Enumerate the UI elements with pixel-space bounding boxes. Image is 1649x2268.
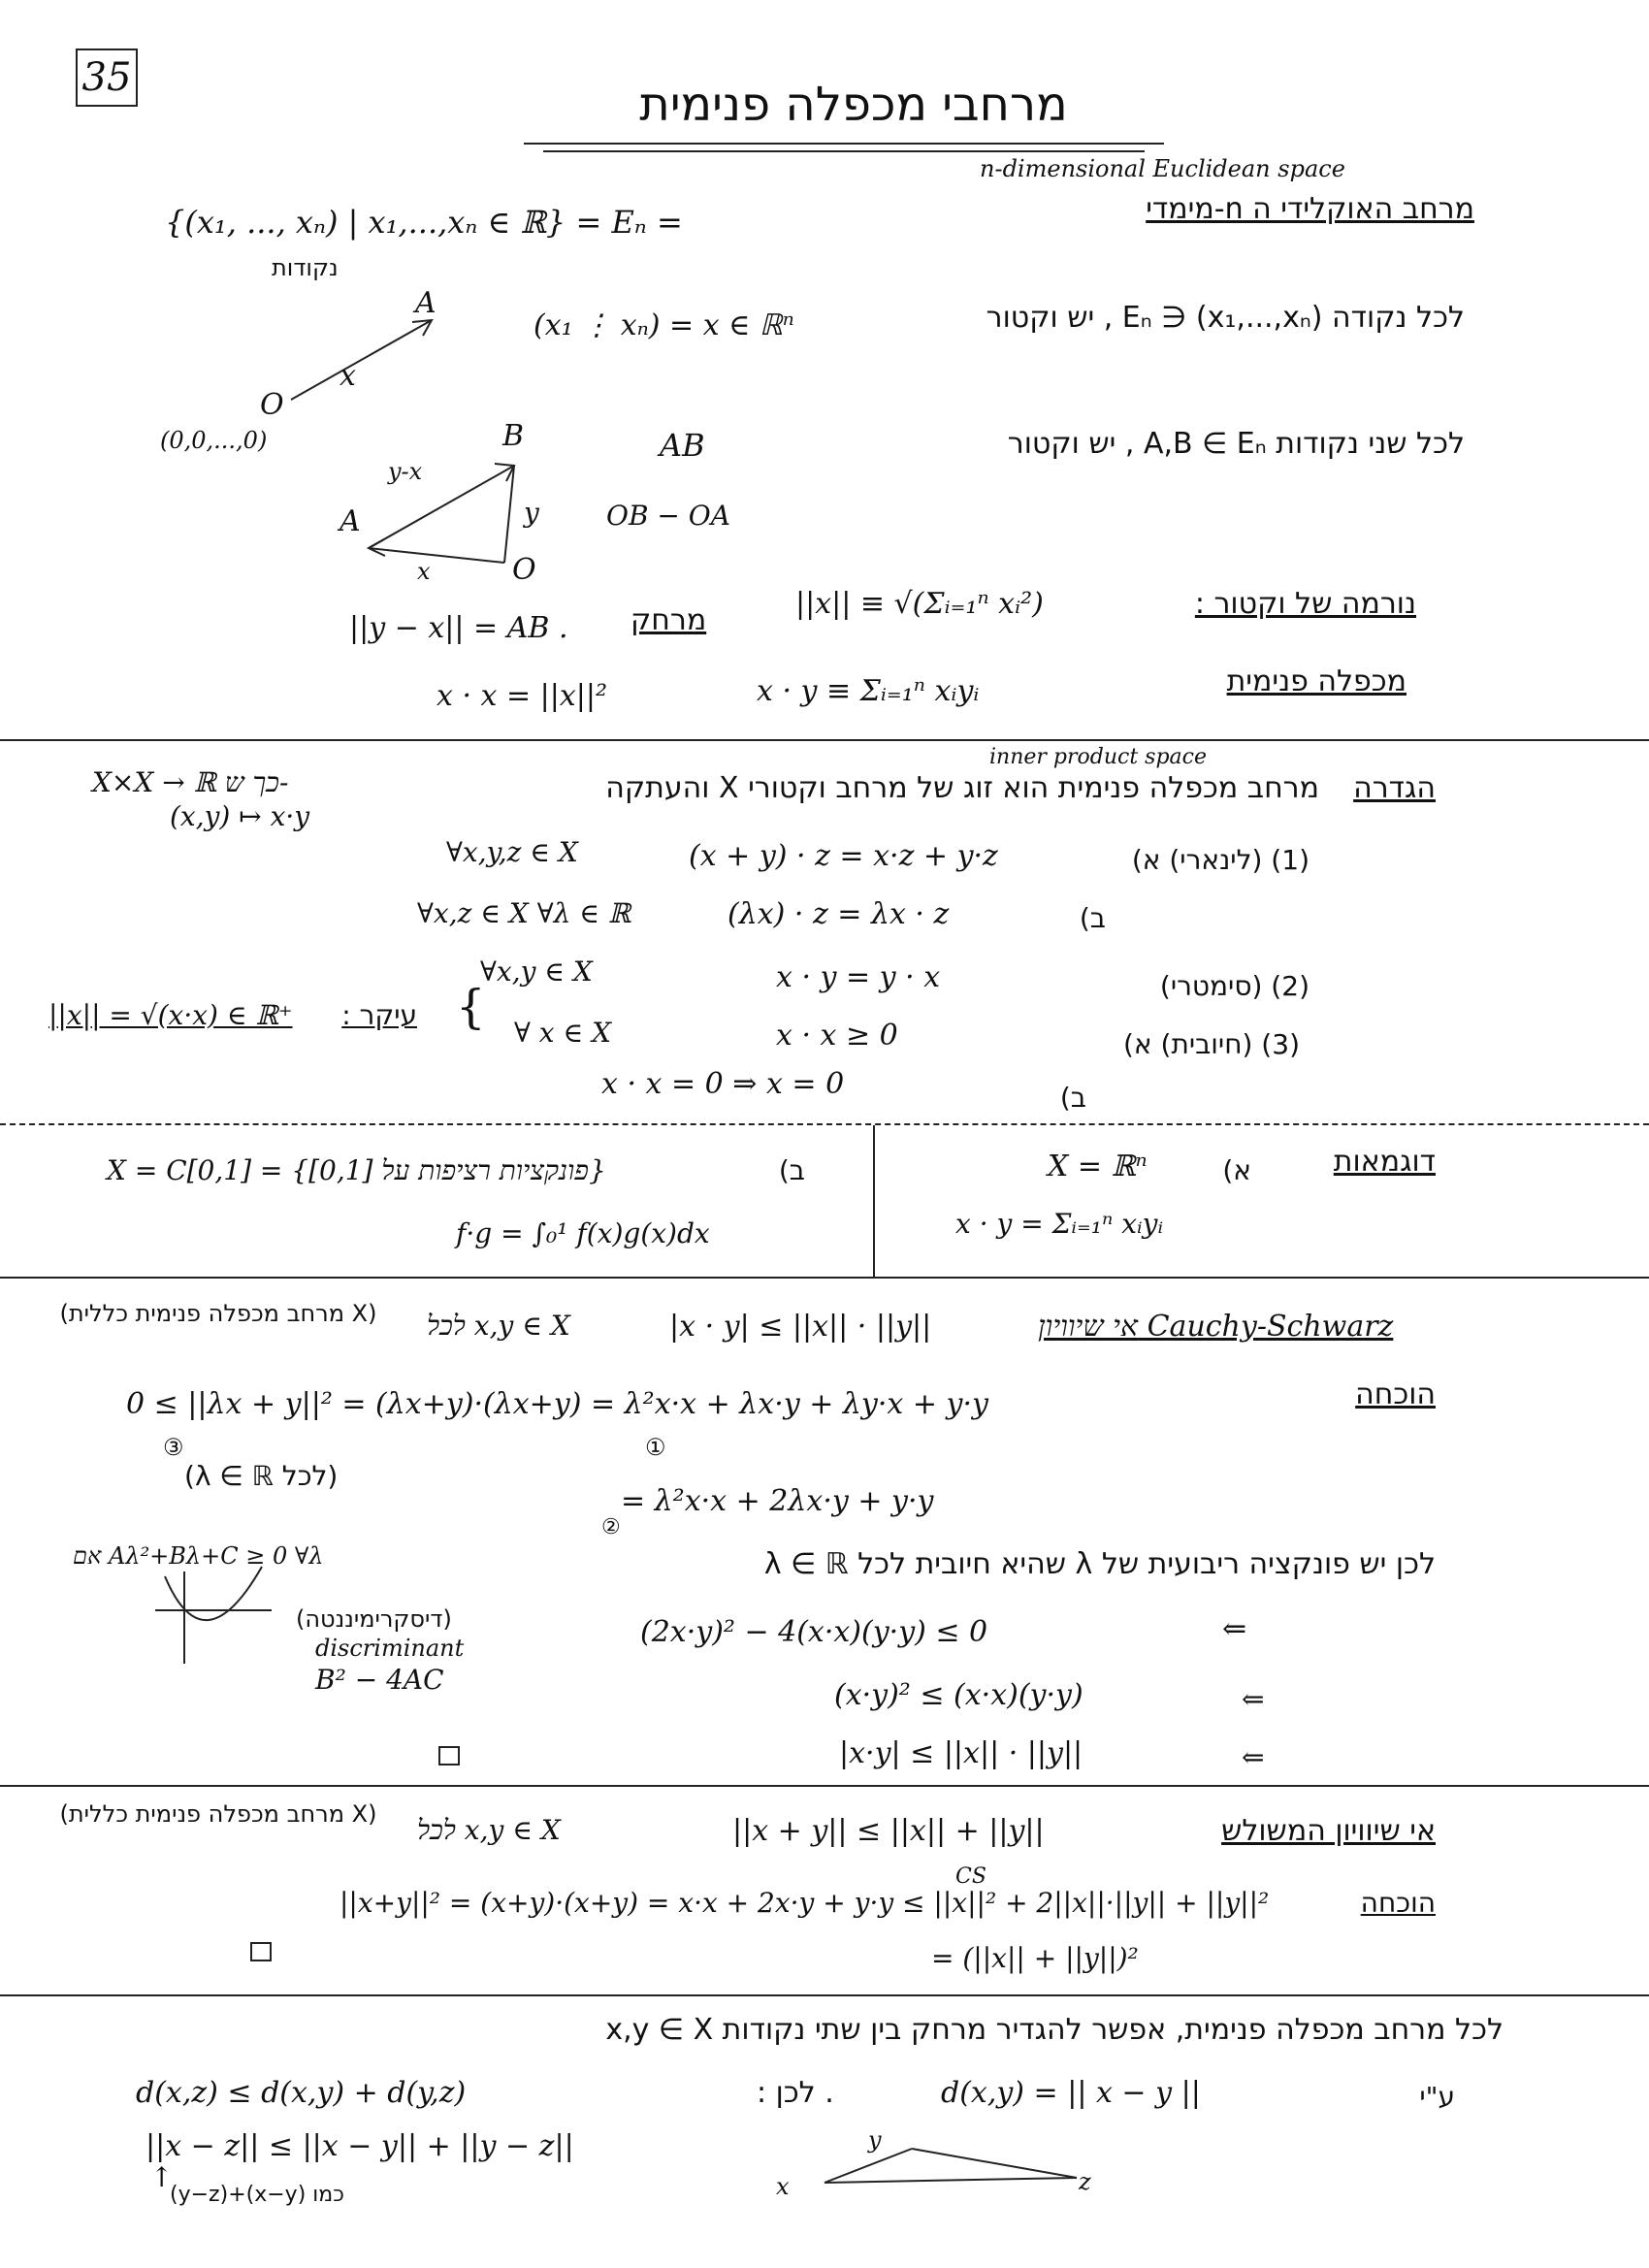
cs-quantifier: לכל x,y ∈ X xyxy=(427,1310,570,1342)
cs-arrow1: ⇐ xyxy=(1222,1612,1247,1646)
ax3a-label: (3) (חיובית) א) xyxy=(1122,1028,1300,1060)
point-vector-text: לכל נקודה (x₁,...,xₙ) ∈ Eₙ , יש וקטור xyxy=(986,301,1465,335)
ax2-label: (2) (סימטרי) xyxy=(1159,970,1310,1002)
metric-def: d(x,y) = || x − y || xyxy=(941,2076,1201,2110)
cs-note: (X מרחב מכפלה פנימית כללית) xyxy=(59,1300,377,1327)
cs-mark2: ② xyxy=(601,1515,621,1539)
remark-label: עיקר : xyxy=(341,999,417,1031)
norm-label: נורמה של וקטור : xyxy=(1194,587,1416,621)
example-a2: x · y = Σᵢ₌₁ⁿ xᵢyᵢ xyxy=(955,1208,1164,1240)
label-y: y xyxy=(524,497,539,529)
cs-line2: = λ²x·x + 2λx·y + y·y xyxy=(621,1484,934,1518)
norm-formula: ||x|| ≡ √(Σᵢ₌₁ⁿ xᵢ²) xyxy=(795,587,1044,621)
ax1b-formula: (λx) · z = λx · z xyxy=(728,897,950,931)
tri-line2: = (||x|| + ||y||)² xyxy=(931,1942,1139,1974)
divider-1 xyxy=(0,739,1649,741)
examples-heading: דוגמאות xyxy=(1333,1145,1436,1179)
divider-dashed xyxy=(0,1123,1649,1125)
example-a-label: א) xyxy=(1222,1154,1251,1186)
remark-formula: ||x|| = √(x·x) ∈ ℝ⁺ xyxy=(48,999,293,1031)
example-b-label: ב) xyxy=(778,1154,805,1186)
cs-proof-label: הוכחה xyxy=(1355,1377,1436,1411)
arrow-AB-head xyxy=(495,464,514,481)
divider-2 xyxy=(0,1277,1649,1279)
origin-coords: (0,0,...,0) xyxy=(160,427,268,454)
def-map-rule: (x,y) ↦ x·y xyxy=(170,800,310,832)
ax1a-quantifier: ∀x,y,z ∈ X xyxy=(446,836,578,868)
label-x-vec2: x xyxy=(417,558,431,585)
cs-mark3: ③ xyxy=(163,1434,184,1461)
two-points-text: לכל שני נקודות A,B ∈ Eₙ , יש וקטור xyxy=(1007,427,1465,461)
en-annotation: n-dimensional Euclidean space xyxy=(980,155,1345,182)
label-x-vec: x xyxy=(340,359,356,393)
cs-step1: (2x·y)² − 4(x·x)(y·y) ≤ 0 xyxy=(640,1615,988,1649)
ax2-formula: x · y = y · x xyxy=(776,960,941,994)
tri-line1: ||x+y||² = (x+y)·(x+y) = x·x + 2x·y + y·y ≤ ||x||² + 2||x||·||y|| + ||y||² xyxy=(340,1887,1270,1919)
metric-tri-xy xyxy=(824,2149,912,2183)
ax1b-label: ב) xyxy=(1079,902,1106,934)
page-title: מרחבי מכפלה פנימית xyxy=(639,78,1068,132)
distance-label: מרחק xyxy=(630,603,707,637)
metric-ineq2: ||x − z|| ≤ ||x − y|| + ||y − z|| xyxy=(146,2129,574,2163)
def-heading: הגדרה xyxy=(1353,771,1436,805)
inner-formula: x · y ≡ Σᵢ₌₁ⁿ xᵢyᵢ xyxy=(757,674,980,708)
cs-quad-note: אם Aλ²+Bλ+C ≥ 0 ∀λ xyxy=(73,1542,324,1570)
label-A: A xyxy=(415,286,436,320)
def-formula: {(x₁, ..., xₙ) | x₁,...,xₙ ∈ ℝ} = Eₙ = xyxy=(165,204,683,241)
page-number: 35 xyxy=(76,49,138,107)
example-a1: X = ℝⁿ xyxy=(1048,1150,1148,1183)
cs-step2: (x·y)² ≤ (x·x)(y·y) xyxy=(834,1678,1083,1712)
metric-text: לכל מרחב מכפלה פנימית, אפשר להגדיר מרחק בין שתי נקודות x,y ∈ X xyxy=(605,2013,1504,2047)
ax1a-label: (1) (לינארי) א) xyxy=(1131,844,1310,876)
ax3b-label: ב) xyxy=(1059,1082,1086,1114)
label-y-minus-x: y-x xyxy=(388,458,423,485)
cs-disc-formula: B² − 4AC xyxy=(315,1664,444,1696)
tri-heading: אי שיוויון המשולש xyxy=(1221,1814,1436,1848)
ax1b-quantifier: ∀x,z ∈ X ∀λ ∈ ℝ xyxy=(417,897,631,929)
label-A2: A xyxy=(340,504,361,538)
cs-disc-en: discriminant xyxy=(315,1635,465,1662)
ax3a-quantifier: ∀ x ∈ X xyxy=(514,1017,612,1049)
parabola-curve xyxy=(165,1567,262,1620)
tri-quantifier: לכל x,y ∈ X xyxy=(417,1814,561,1846)
cs-statement: |x · y| ≤ ||x|| · ||y|| xyxy=(669,1310,932,1344)
tri-qed-box xyxy=(250,1942,272,1961)
arrow-OA2 xyxy=(369,548,504,563)
label-O2: O xyxy=(512,553,536,587)
tri-cs-tag: CS xyxy=(955,1864,986,1889)
divider-3 xyxy=(0,1785,1649,1787)
metric-tri-z: z xyxy=(1079,2168,1091,2195)
cs-step3: |x·y| ≤ ||x|| · ||y|| xyxy=(839,1736,1083,1770)
tri-statement: ||x + y|| ≤ ||x|| + ||y|| xyxy=(732,1814,1045,1848)
example-b2: f·g = ∫₀¹ f(x)g(x)dx xyxy=(456,1217,710,1249)
vec-AB-eq: OB − OA xyxy=(606,500,730,532)
def-label: מרחב האוקלידי ה n-מימדי xyxy=(1146,192,1474,226)
metric-tri-xz xyxy=(824,2178,1077,2183)
ax1a-formula: (x + y) · z = x·z + y·z xyxy=(689,839,998,873)
cs-disc-he: (דיסקרימיננטה) xyxy=(296,1605,452,1633)
metric-tri-y: y xyxy=(868,2126,882,2154)
point-vector-formula: (x₁ ⋮ xₙ) = x ∈ ℝⁿ xyxy=(534,308,794,342)
example-b1: X = C[0,1] = {פונקציות רציפות על [0,1]} xyxy=(107,1154,606,1186)
metric-up-arrow: ↑ xyxy=(150,2161,174,2193)
label-O: O xyxy=(260,388,284,422)
metric-def-prefix: ע"י xyxy=(1419,2081,1455,2113)
arrow-OA2-head xyxy=(369,539,385,556)
vec-AB: AB xyxy=(660,427,705,464)
cs-arrow2: ⇐ xyxy=(1242,1683,1265,1715)
inner-label: מכפלה פנימית xyxy=(1226,664,1406,698)
cs-qed-box xyxy=(438,1746,460,1766)
cs-line1: 0 ≤ ||λx + y||² = (λx+y)·(λx+y) = λ²x·x + λx·y + λy·x + y·y xyxy=(126,1387,988,1421)
cs-arrow3: ⇐ xyxy=(1242,1741,1265,1773)
cs-heading: אי שיוויון Cauchy-Schwarz xyxy=(1038,1310,1394,1344)
metric-therefore: . לכן : xyxy=(757,2076,834,2110)
cs-for-all-lambda: (לכל λ ∈ ℝ) xyxy=(184,1460,339,1492)
label-B: B xyxy=(502,419,525,453)
cs-mark1: ① xyxy=(645,1434,666,1461)
def-text: מרחב מכפלה פנימית הוא זוג של מרחב וקטורי X והעתקה xyxy=(605,771,1319,805)
metric-ineq1: d(x,z) ≤ d(x,y) + d(y,z) xyxy=(136,2076,467,2110)
def-map: X×X → ℝ כך ש- xyxy=(92,766,289,798)
divider-4 xyxy=(0,1994,1649,1996)
tri-note: (X מרחב מכפלה פנימית כללית) xyxy=(59,1800,377,1828)
brace: { xyxy=(456,980,486,1034)
def-annotation: inner product space xyxy=(989,745,1207,769)
ax2-quantifier: ∀x,y ∈ X xyxy=(480,956,593,988)
metric-tri-yz xyxy=(912,2149,1077,2178)
cs-therefore: לכן יש פונקציה ריבועית של λ שהיא חיובית לכל λ ∈ ℝ xyxy=(763,1547,1436,1581)
tri-proof-label: הוכחה xyxy=(1360,1887,1436,1919)
metric-tri-x: x xyxy=(776,2173,790,2200)
ax3a-formula: x · x ≥ 0 xyxy=(776,1019,898,1053)
metric-ineq3: כמו (x−y)+(y−z) xyxy=(170,2183,344,2207)
arrow-OA xyxy=(291,320,432,400)
distance-formula: ||y − x|| = AB . xyxy=(349,611,568,645)
inner-self: x · x = ||x||² xyxy=(436,679,608,713)
examples-divider xyxy=(873,1125,875,1277)
points-label: נקודות xyxy=(272,254,339,281)
ax3b-formula: x · x = 0 ⇒ x = 0 xyxy=(601,1067,845,1101)
